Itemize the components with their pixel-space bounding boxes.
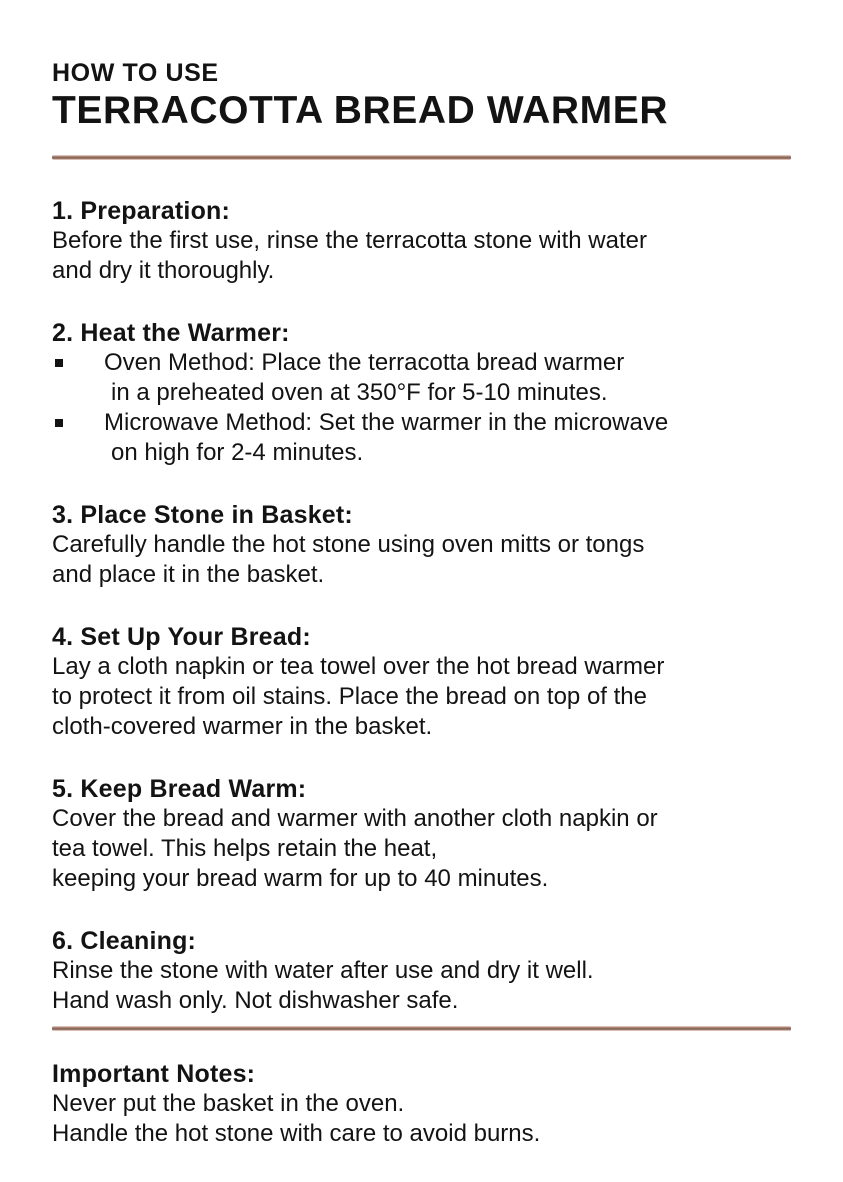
section-heading: 2. Heat the Warmer:: [52, 319, 290, 347]
bullet-text: [104, 408, 668, 468]
section-set-up-your-bread: [52, 622, 791, 742]
section-heading: 1. Preparation:: [52, 197, 231, 225]
section-keep-bread-warm: [52, 774, 791, 894]
section-text-line: and dry it thoroughly.: [52, 257, 275, 284]
divider-top: [52, 155, 791, 160]
section-text-line: Microwave Method: Set the warmer in the microwave: [104, 409, 669, 436]
bullet-item-microwave-method: [52, 408, 791, 468]
section-text-line: Rinse the stone with water after use and dry it well.: [52, 957, 594, 984]
section-text-line: cloth-covered warmer in the basket.: [52, 713, 433, 740]
section-text-line: Oven Method: Place the terracotta bread warmer: [104, 349, 625, 376]
section-heading: 3. Place Stone in Basket:: [52, 501, 353, 529]
section-place-stone-in-basket: [52, 500, 791, 590]
section-heading: 4. Set Up Your Bread:: [52, 623, 311, 651]
section-heading: 5. Keep Bread Warm:: [52, 775, 307, 803]
section-text-line: Carefully handle the hot stone using oven mitts or tongs: [52, 531, 645, 558]
square-bullet-icon: [55, 359, 63, 367]
section-text-line: and place it in the basket.: [52, 561, 325, 588]
section-text-line: Cover the bread and warmer with another cloth napkin or: [52, 805, 658, 832]
section-text-line: Never put the basket in the oven.: [52, 1090, 405, 1117]
section-text-line: Hand wash only. Not dishwasher safe.: [52, 987, 459, 1014]
section-text-line: Lay a cloth napkin or tea towel over the hot bread warmer: [52, 653, 665, 680]
document-subtitle: HOW TO USE: [52, 59, 219, 87]
section-preparation: [52, 196, 791, 286]
bullet-text: [104, 348, 624, 408]
section-text-line: Handle the hot stone with care to avoid burns.: [52, 1120, 541, 1147]
section-heading: 6. Cleaning:: [52, 927, 197, 955]
section-heat-the-warmer: [52, 318, 791, 468]
bullet-item-oven-method: [52, 348, 791, 408]
section-text-line: Before the first use, rinse the terracotta stone with water: [52, 227, 647, 254]
section-text-line: keeping your bread warm for up to 40 minutes.: [52, 865, 549, 892]
section-heading: Important Notes:: [52, 1060, 256, 1088]
square-bullet-icon: [55, 419, 63, 427]
section-text-line: to protect it from oil stains. Place the bread on top of the: [52, 683, 647, 710]
section-important-notes: [52, 1059, 791, 1149]
divider-bottom: [52, 1026, 791, 1031]
section-text-line: tea towel. This helps retain the heat,: [52, 835, 438, 862]
section-cleaning: [52, 926, 791, 1016]
document-title: TERRACOTTA BREAD WARMER: [52, 89, 669, 132]
section-text-line: on high for 2-4 minutes.: [111, 439, 364, 466]
section-text-line: in a preheated oven at 350°F for 5-10 minutes.: [111, 379, 608, 406]
